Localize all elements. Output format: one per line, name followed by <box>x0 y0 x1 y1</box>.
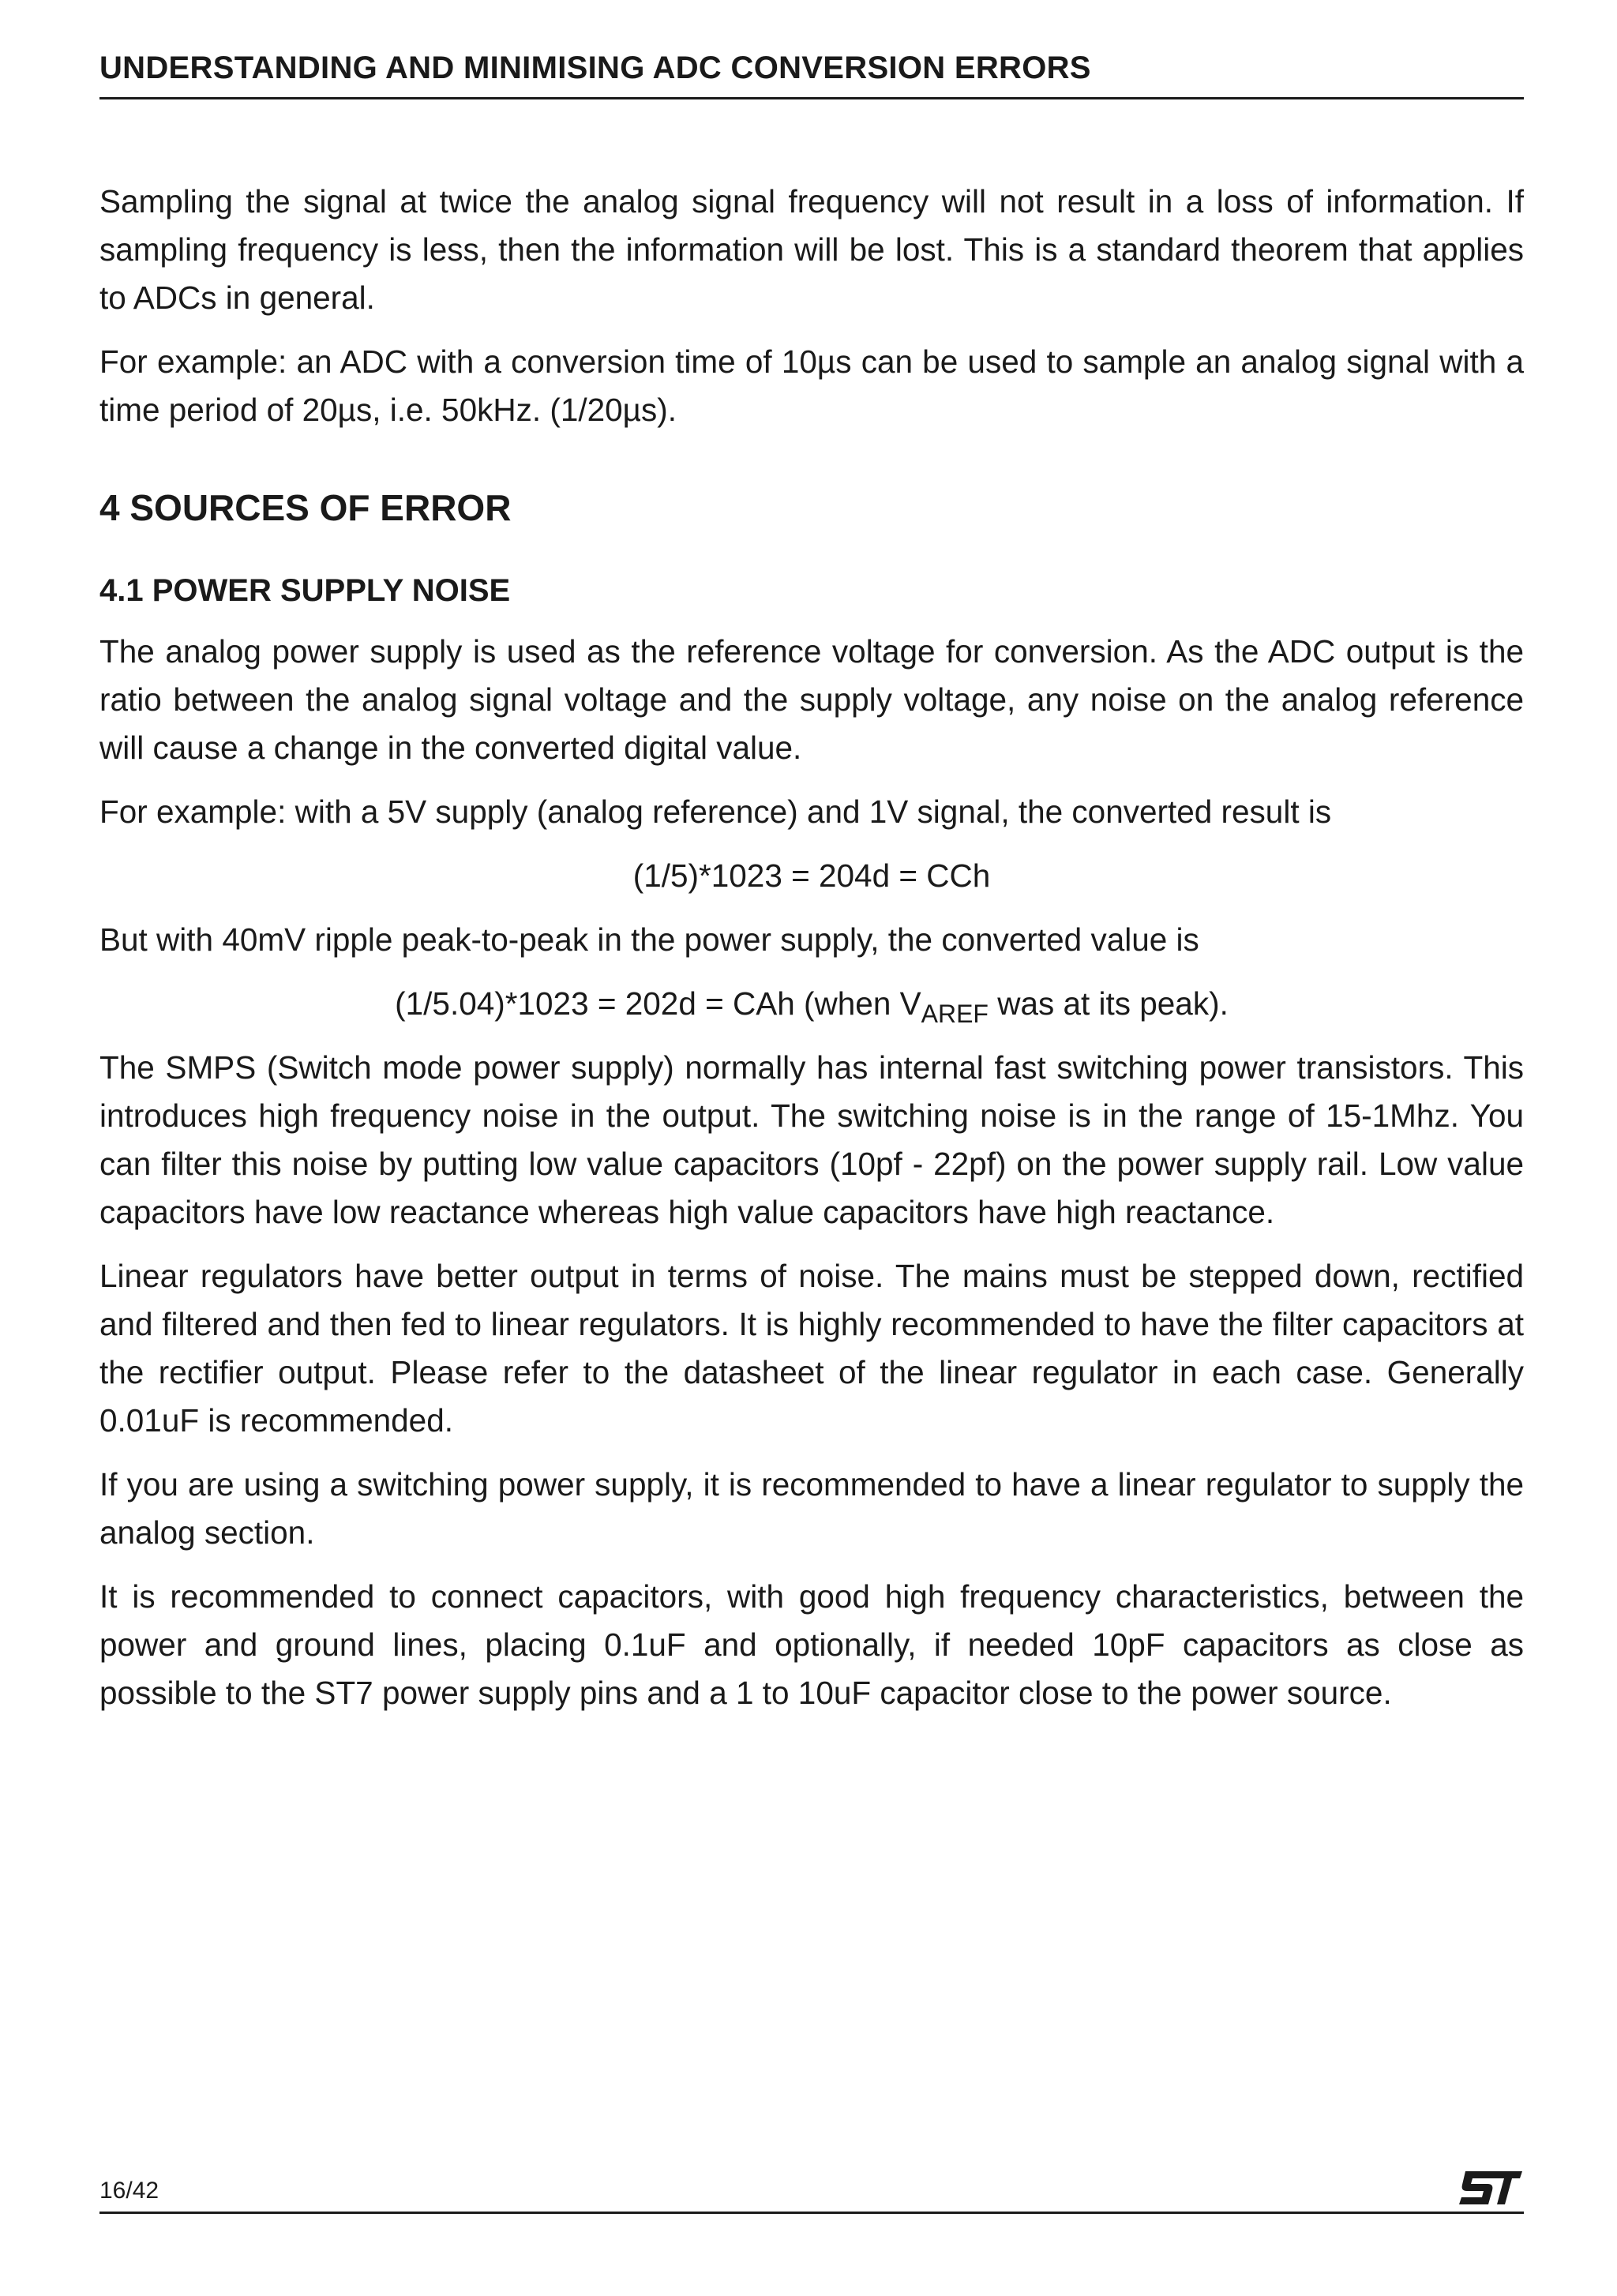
formula-2-start: (1/5.04)*1023 = 202d = CAh (when V <box>395 985 921 1022</box>
formula-2 <box>99 980 1524 1028</box>
body-paragraph-1: The analog power supply is used as the reference voltage for conversion. As the ADC output is the ratio between the analog signal voltage and the supply voltage, any noise on the analog reference will cause a change in the converted digital value. <box>99 633 1524 766</box>
body-paragraph-4: The SMPS (Switch mode power supply) normally has internal fast switching power transistors. This introduces high frequency noise in the output. The switching noise is in the range of 15-1Mhz. You can filter this noise by putting low value capacitors (10pf - 22pf) on the power supply rail. Low value capacitors have low reactance whereas high value capacitors have high reactance. <box>99 1049 1524 1230</box>
body-paragraph-7: It is recommended to connect capacitors, with good high frequency characteristics, between the power and ground lines, placing 0.1uF and optionally, if needed 10pF capacitors as close as possible to the ST7 power supply pins and a 1 to 10uF capacitor close to the power source. <box>99 1578 1524 1711</box>
page-content <box>99 178 1524 1733</box>
body-paragraph-3: But with 40mV ripple peak-to-peak in the power supply, the converted value is <box>99 921 1199 958</box>
running-header-title: UNDERSTANDING AND MINIMISING ADC CONVERSION ERRORS <box>99 51 1091 85</box>
intro-paragraph-1: Sampling the signal at twice the analog signal frequency will not result in a loss of information. If sampling frequency is less, then the information will be lost. This is a standard theorem that applies to ADCs in general. <box>99 183 1524 316</box>
formula-2-subscript: AREF <box>921 1000 989 1028</box>
body-paragraph-2: For example: with a 5V supply (analog reference) and 1V signal, the converted result is <box>99 793 1332 830</box>
intro-paragraph-2: For example: an ADC with a conversion time of 10µs can be used to sample an analog signal with a time period of 20µs, i.e. 50kHz. (1/20µs). <box>99 343 1524 428</box>
header-divider <box>99 97 1524 99</box>
formula-2-end: was at its peak). <box>988 985 1229 1022</box>
body-paragraph-5: Linear regulators have better output in terms of noise. The mains must be stepped down, rectified and filtered and then fed to linear regulators. It is highly recommended to have the filter capacitors at the rectifier output. Please refer to the datasheet of the linear regulator in each case. Generally 0.01uF is recommended. <box>99 1258 1524 1439</box>
section-heading-4: 4 SOURCES OF ERROR <box>99 487 512 528</box>
body-paragraph-6: If you are using a switching power supply, it is recommended to have a linear regulator to supply the analog section. <box>99 1466 1524 1551</box>
formula-1: (1/5)*1023 = 204d = CCh <box>632 857 991 894</box>
subsection-heading-4-1: 4.1 POWER SUPPLY NOISE <box>99 573 511 608</box>
footer-divider <box>99 2212 1524 2214</box>
st-logo-icon <box>1456 2167 1524 2209</box>
page-number: 16/42 <box>99 2178 159 2204</box>
